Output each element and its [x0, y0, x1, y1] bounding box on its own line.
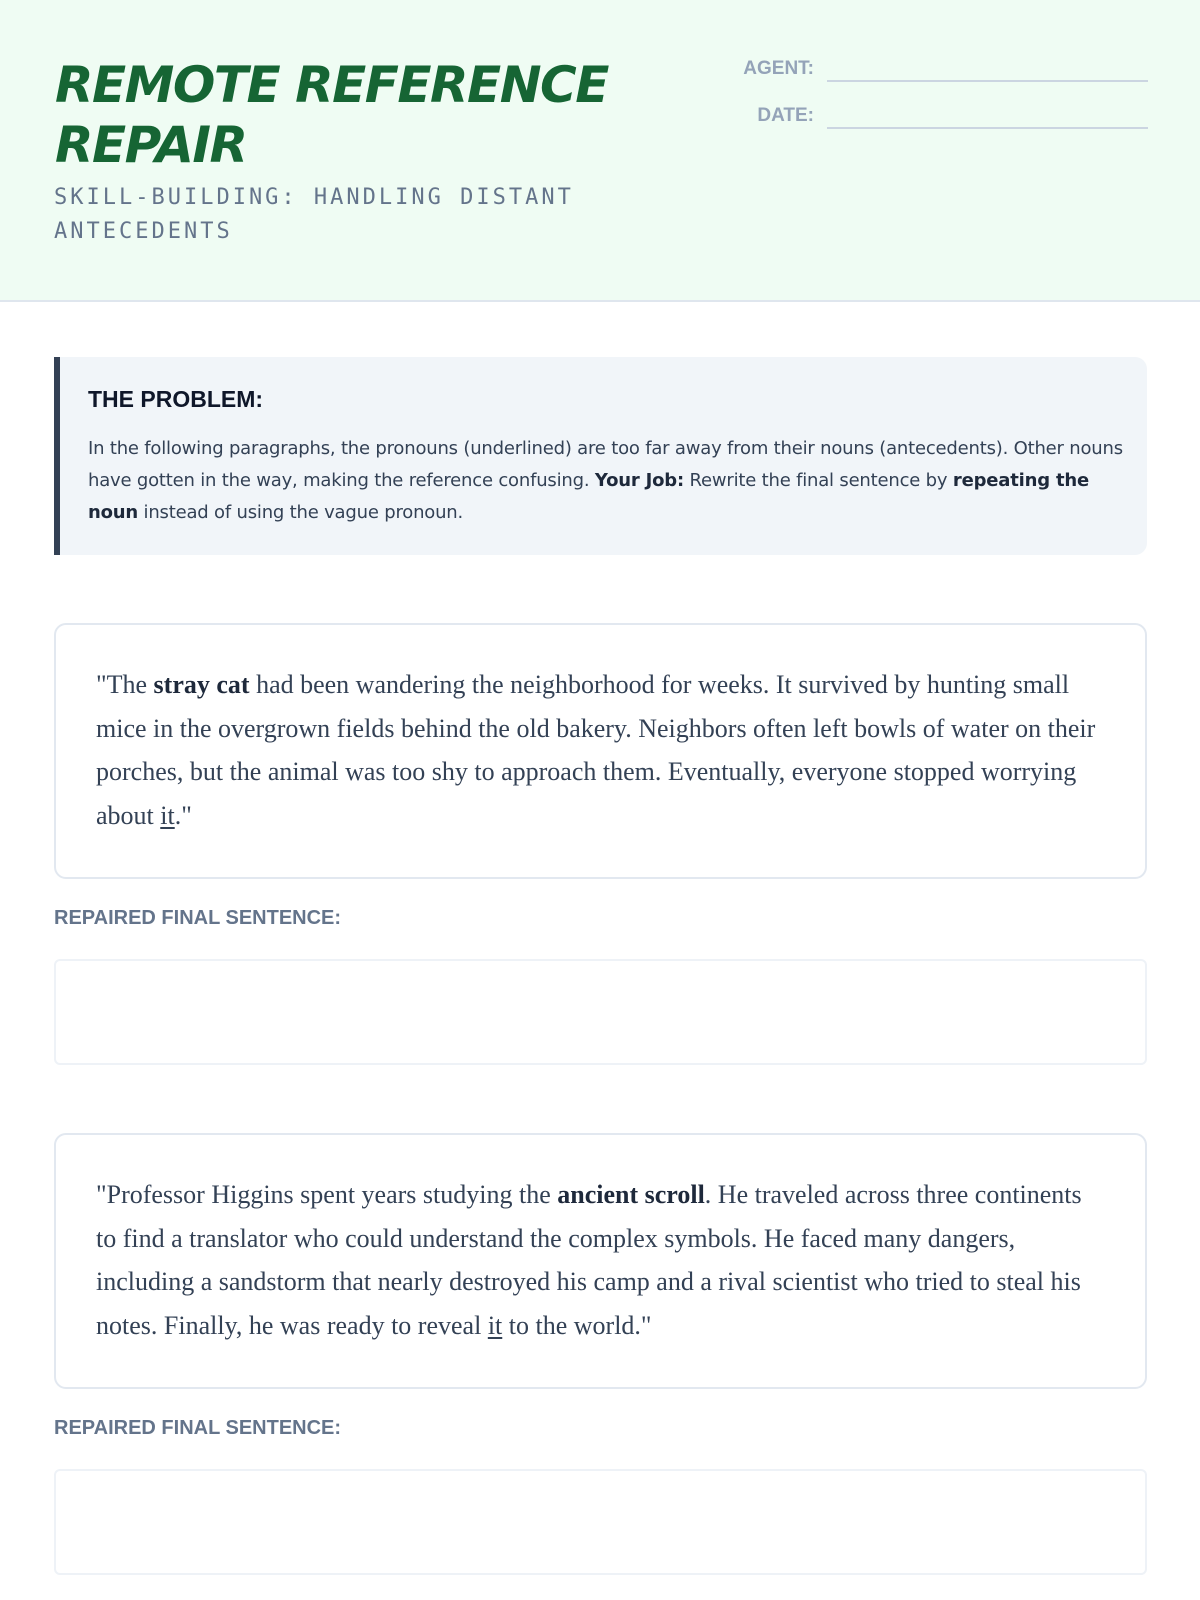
antecedent-noun: stray cat [153, 670, 250, 699]
job-label: Your Job: [594, 470, 684, 491]
passage-text: "The stray cat had been wandering the neighborhood for weeks. It survived by hunting small mice in the overgrown fields behind the old bakery. Neighbors often left bowls of water on their porches, but the animal was too shy to approach them. Eventually, everyone stopped worrying about it." [96, 670, 1096, 830]
date-label: DATE: [757, 105, 814, 126]
date-row [700, 102, 1148, 132]
vague-pronoun: it [160, 800, 175, 830]
passage-text: "Professor Higgins spent years studying the ancient scroll. He traveled across three continents to find a translator who could understand the complex symbols. He faced many dangers, including a sandstorm that nearly destroyed his camp and a rival scientist who tried to steal his notes. Finally, he was ready to reveal it to the world." [96, 1180, 1082, 1340]
date-field[interactable] [827, 127, 1148, 129]
repair-label: REPAIRED FINAL SENTENCE: [54, 1417, 342, 1439]
problem-title: THE PROBLEM: [88, 386, 264, 412]
agent-row [700, 55, 1148, 85]
vague-pronoun: it [487, 1310, 503, 1340]
worksheet-subtitle: SKILL-BUILDING: HANDLING DISTANT ANTECEDENTS [54, 185, 574, 244]
worksheet-title: REMOTE REFERENCE REPAIR [55, 56, 608, 174]
passage-card-1 [54, 623, 1147, 879]
antecedent-noun: ancient scroll [557, 1180, 705, 1209]
problem-instructions: In the following paragraphs, the pronouns (underlined) are too far away from their nouns (antecedents). Other nouns have gotten in the way, making the reference confusing. Your Job: Rewrite the final sentence by repeating the noun instead of using the vague pronoun. [88, 438, 1123, 523]
passage-card-2 [54, 1133, 1147, 1389]
emphasis-text: repeating the noun [88, 470, 1089, 523]
answer-box-2[interactable] [54, 1469, 1147, 1575]
agent-field[interactable] [827, 80, 1148, 82]
problem-callout [54, 357, 1147, 555]
answer-box-1[interactable] [54, 959, 1147, 1065]
worksheet-header [0, 0, 1200, 302]
repair-label: REPAIRED FINAL SENTENCE: [54, 907, 342, 929]
agent-label: AGENT: [743, 58, 814, 79]
